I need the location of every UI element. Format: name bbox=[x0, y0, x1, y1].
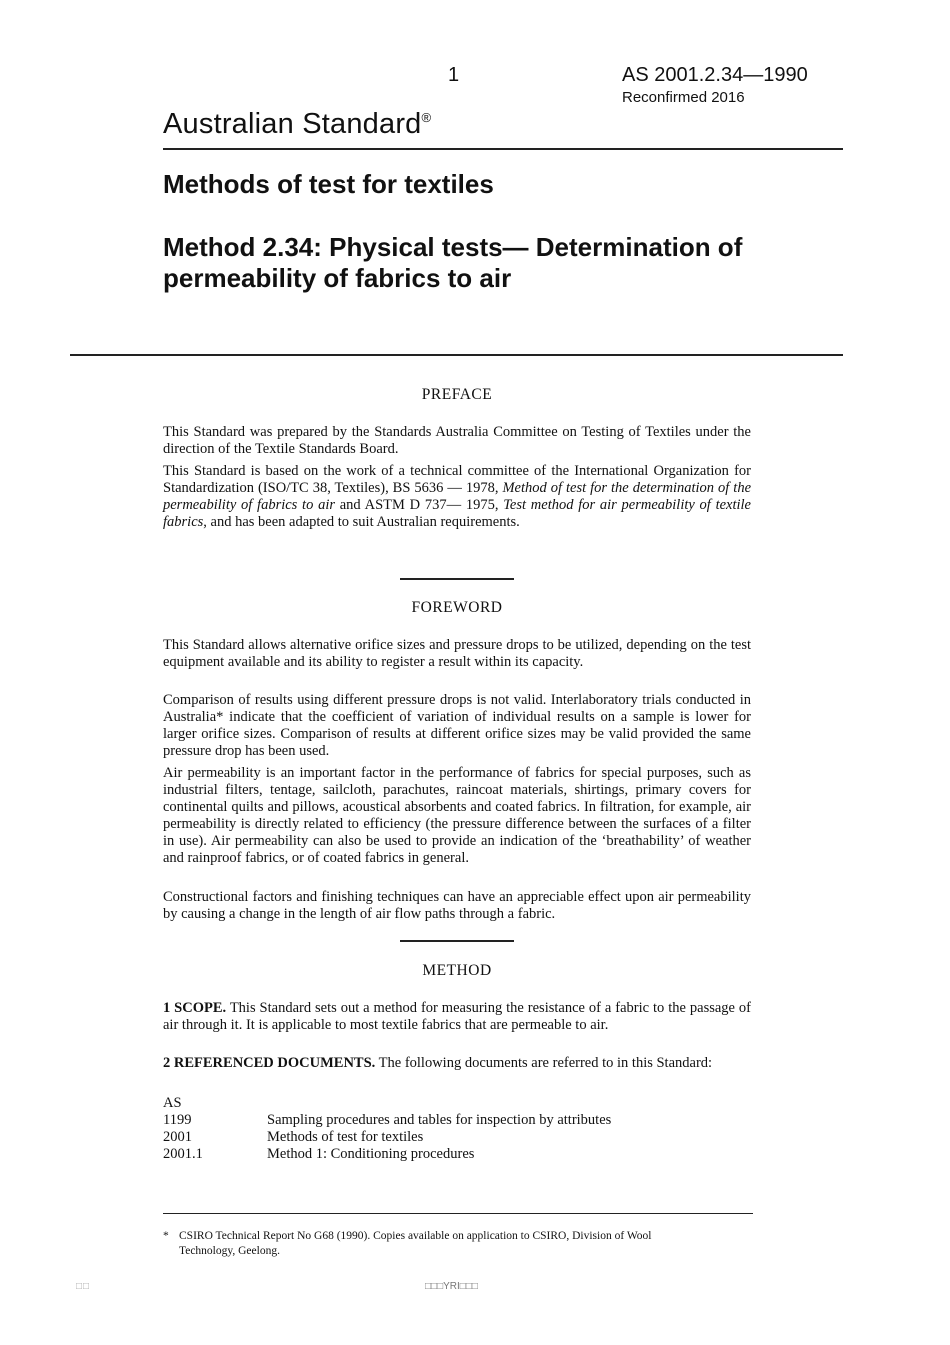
document-subtitle: Method 2.34: Physical tests— Determination of permeability of fabrics to air bbox=[163, 232, 743, 293]
foreword-paragraph-4: Constructional factors and finishing techniques can have an appreciable effect upon air permeability by causing a change in the length of air flow paths through a fabric. bbox=[163, 889, 751, 922]
reconfirmed-note: Reconfirmed 2016 bbox=[622, 89, 745, 106]
footnote bbox=[163, 1229, 753, 1259]
reference-row bbox=[163, 1112, 611, 1129]
section-divider bbox=[400, 578, 514, 580]
foreword-heading: FOREWORD bbox=[411, 599, 503, 616]
footnote-text-line2: Technology, Geelong. bbox=[179, 1245, 280, 1257]
scope-clause: 1 SCOPE. This Standard sets out a method for measuring the resistance of a fabric to the passage of air through it. It is applicable to most textile fabrics that are permeable to air. bbox=[163, 1000, 751, 1033]
foreword-paragraph-2: Comparison of results using different pressure drops is not valid. Interlaboratory trials conducted in Australia* indicate that the coefficient of variation of individual results on a sample is lower for larger orifice sizes. Comparison of results at different orifice sizes may be valid provided the same pressure drop has been used. bbox=[163, 692, 751, 759]
preface-paragraph-2: This Standard is based on the work of a technical committee of the International Organization for Standardization (ISO/TC 38, Textiles), BS 5636 — 1978, Method of test for the determination of the permeability of fabrics to air and ASTM D 737— 1975, Test method for air permeability of textile fabrics, and has been adapted to suit Australian requirements. bbox=[163, 463, 752, 530]
reference-code: 2001 bbox=[163, 1129, 192, 1145]
brand-title bbox=[163, 108, 431, 141]
referenced-documents-clause: 2 REFERENCED DOCUMENTS. The following documents are referred to in this Standard: bbox=[163, 1055, 713, 1071]
reference-code: 2001.1 bbox=[163, 1146, 203, 1162]
registered-mark: ® bbox=[421, 110, 432, 125]
reference-row bbox=[163, 1146, 474, 1163]
scope-label: 1 SCOPE. bbox=[163, 1000, 227, 1016]
foreword-paragraph-1: This Standard allows alternative orifice sizes and pressure drops to be utilized, depending on the test equipment available and its ability to register a result within its capacity. bbox=[163, 637, 751, 670]
reference-title: Sampling procedures and tables for inspection by attributes bbox=[267, 1112, 612, 1128]
footnote-text-line1: CSIRO Technical Report No G68 (1990). Copies available on application to CSIRO, Division of Wool bbox=[179, 1230, 652, 1242]
title-rule bbox=[70, 354, 843, 356]
foreword-paragraph-3: Air permeability is an important factor in the performance of fabrics for special purposes, such as industrial filters, tentage, sailcloth, parachutes, raincoat materials, shirtings, primary covers for continental quilts and pillows, acoustical absorbents and coated fabrics. In filtration, for example, air permeability is directly related to efficiency (the pressure difference between the surfaces of a filter in use). Air permeability can also be used to provide an indication of the ‘breathability’ of weather and rainproof fabrics, or of coated fabrics in general. bbox=[163, 765, 751, 866]
standard-code: AS 2001.2.34—1990 bbox=[622, 64, 808, 86]
brand-name: Australian Standard bbox=[163, 108, 422, 140]
reference-title: Method 1: Conditioning procedures bbox=[267, 1146, 475, 1162]
page-number: 1 bbox=[448, 64, 460, 86]
reference-row bbox=[163, 1129, 423, 1146]
method-heading: METHOD bbox=[422, 962, 492, 979]
preface-heading: PREFACE bbox=[421, 386, 493, 403]
footer-left-mark: □□ bbox=[76, 1281, 91, 1292]
references-prefix: AS bbox=[163, 1095, 182, 1111]
footer-center-mark: □□□YRI□□□ bbox=[425, 1281, 478, 1292]
footnote-mark: * bbox=[163, 1230, 169, 1242]
footnote-rule bbox=[163, 1213, 753, 1214]
references-label: 2 REFERENCED DOCUMENTS. bbox=[163, 1055, 376, 1071]
section-divider bbox=[400, 940, 514, 942]
header-rule bbox=[163, 148, 843, 150]
reference-code: 1199 bbox=[163, 1112, 192, 1128]
document-title: Methods of test for textiles bbox=[163, 169, 494, 199]
preface-paragraph-1: This Standard was prepared by the Standards Australia Committee on Testing of Textiles under the direction of the Textile Standards Board. bbox=[163, 424, 751, 457]
reference-title: Methods of test for textiles bbox=[267, 1129, 424, 1145]
